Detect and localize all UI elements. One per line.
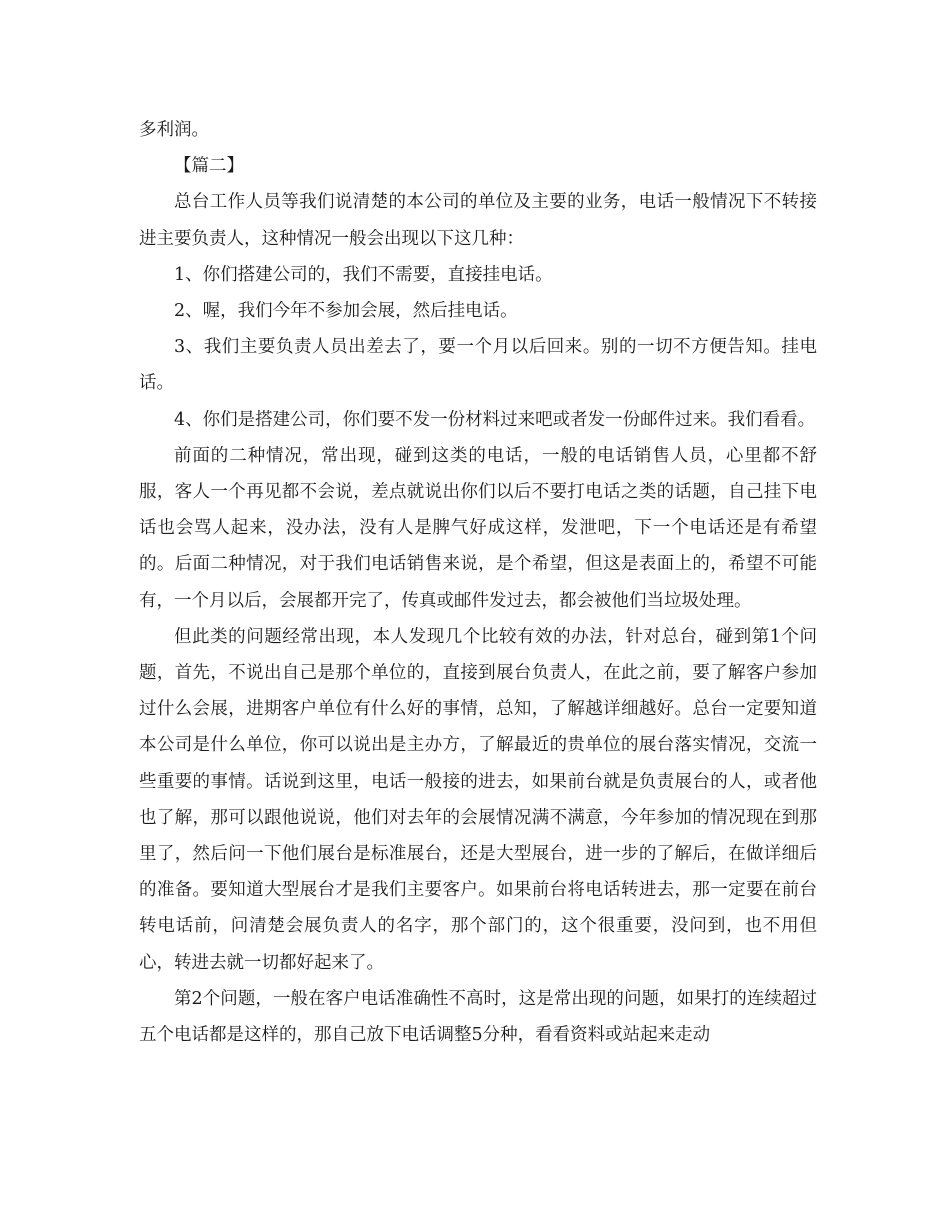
paragraph: 多利润。 <box>139 120 209 140</box>
paragraph: 但此类的问题经常出现，本人发现几个比较有效的办法，针对总台，碰到第1个问题，首先，不说出自己是那个单位的，直接到展台负责人，在此之前，要了解客户参加过什么会展，进期客户单位有什么好的事情，总知，了解越详细越好。总台一定要知道本公司是什么单位，你可以说出是主办方，了解最近的贵单位的展台落实情况，交流一些重要的事情。话说到这里，电话一般接的进去，如果前台就是负责展台的人，或者他也了解，那可以跟他说说，他们对去年的会展情况满不满意，今年参加的情况现在到那里了，然后问一下他们展台是标准展台，还是大型展台，进一步的了解后，在做详细后的准备。要知道大型展台才是我们主要客户。如果前台将电话转进去，那一定要在前台转电话前，问清楚会展负责人的名字，那个部门的，这个很重要，没问到，也不用但心，转进去就一切都好起来了。 <box>139 626 817 973</box>
document-body <box>139 112 817 1053</box>
list-item: 3、我们主要负责人员出差去了，要一个月以后回来。别的一切不方便告知。挂电话。 <box>139 337 817 394</box>
paragraph: 前面的二种情况，常出现，碰到这类的电话，一般的电话销售人员，心里都不舒服，客人一个再见都不会说，差点就说出你们以后不要打电话之类的话题，自己挂下电话也会骂人起来，没办法，没有人是脾气好成这样，发泄吧，下一个电话还是有希望的。后面二种情况，对于我们电话销售来说，是个希望，但这是表面上的，希望不可能有，一个月以后，会展都开完了，传真或邮件发过去，都会被他们当垃圾处理。 <box>139 445 817 611</box>
list-item: 4、你们是搭建公司，你们要不发一份材料过来吧或者发一份邮件过来。我们看看。 <box>174 409 816 430</box>
paragraph: 总台工作人员等我们说清楚的本公司的单位及主要的业务，电话一般情况下不转接进主要负责人，这种情况一般会出现以下这几种： <box>139 192 817 249</box>
section-heading: 【篇二】 <box>174 156 244 177</box>
list-item: 1、你们搭建公司的，我们不需要，直接挂电话。 <box>174 264 553 285</box>
list-item: 2、喔，我们今年不参加会展，然后挂电话。 <box>174 301 518 322</box>
paragraph: 第2个问题，一般在客户电话准确性不高时，这是常出现的问题，如果打的连续超过五个电话都是这样的，那自己放下电话调整5分种，看看资料或站起来走动 <box>139 988 817 1046</box>
